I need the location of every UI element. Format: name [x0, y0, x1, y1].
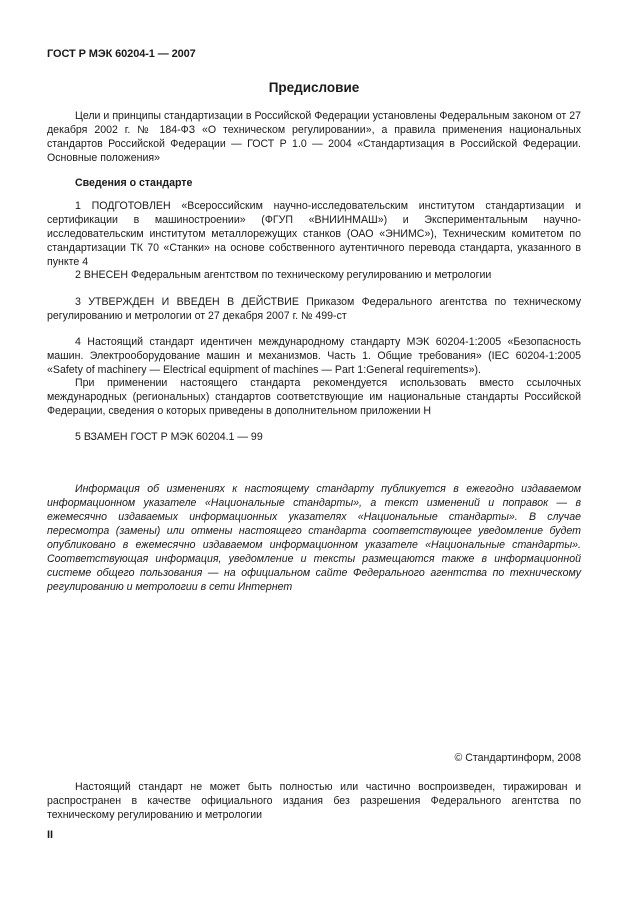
copyright-line: © Стандартинформ, 2008 — [454, 752, 581, 764]
section-heading: Сведения о стандарте — [75, 177, 193, 189]
item-4-usage-note: При применении настоящего стандарта рекомендуется использовать вместо ссылочных международных (региональных) стандартов соответствующие им национальные стандарты Российской Федерации, сведения о которых приведены в дополнительном приложении Н — [47, 377, 581, 417]
changes-notice: Информация об изменениях к настоящему стандарту публикуется в ежегодно издаваемом информационном указателе «Национальные стандарты», а текст изменений и поправок — в ежемесячно издаваемых информационных указателях «Национальные стандарты». В случае пересмотра (замены) или отмены настоящего стандарта соответствующее уведомление будет опубликовано в ежемесячно издаваемом информационном указателе «Национальные стандарты». Соответствующая информация, уведомление и тексты размещаются также в информационной системе общего пользования — на официальном сайте Федерального агентства по техническому регулированию и метрологии в сети Интернет — [47, 483, 581, 593]
item-2-introduced: 2 ВНЕСЕН Федеральным агентством по техническому регулированию и метрологии — [75, 269, 492, 281]
legal-notice: Настоящий стандарт не может быть полностью или частично воспроизведен, тиражирован и распространен в качестве официального издания без разрешения Федерального агентства по техническому регулированию и метрологии — [47, 781, 581, 821]
item-5-replaces: 5 ВЗАМЕН ГОСТ Р МЭК 60204.1 — 99 — [75, 431, 263, 443]
item-1-prepared: 1 ПОДГОТОВЛЕН «Всероссийским научно-исследовательским институтом стандартизации и сертификации в машиностроении» (ФГУП «ВНИИНМАШ») и Экспериментальным научно-исследовательским институтом металлорежущих станков (ОАО «ЭНИМС»), Техническим комитетом по стандартизации ТК 70 «Станки» на основе собственного аутентичного перевода стандарта, указанного в пункте 4 — [47, 200, 581, 268]
item-3-approved: 3 УТВЕРЖДЕН И ВВЕДЕН В ДЕЙСТВИЕ Приказом Федерального агентства по техническому регулированию и метрологии от 27 декабря 2007 г. № 499-ст — [47, 296, 581, 322]
item-4-identical: 4 Настоящий стандарт идентичен международному стандарту МЭК 60204-1:2005 «Безопасность машин. Электрооборудование машин и механизмов. Часть 1. Общие требования» (IEC 60204-1:2005 «Safety of machinery — Electrical equipment of machines — Part 1:General requirements»). — [47, 336, 581, 376]
foreword-title: Предисловие — [268, 80, 360, 95]
intro-paragraph: Цели и принципы стандартизации в Российской Федерации установлены Федеральным законом от 27 декабря 2002 г. № 184-ФЗ «О техническом регулировании», а правила применения национальных стандартов Российской Федерации — ГОСТ Р 1.0 — 2004 «Стандартизация в Российской Федерации. Основные положения» — [47, 110, 581, 164]
document-header-code: ГОСТ Р МЭК 60204-1 — 2007 — [47, 48, 196, 60]
page-number: II — [47, 829, 54, 841]
